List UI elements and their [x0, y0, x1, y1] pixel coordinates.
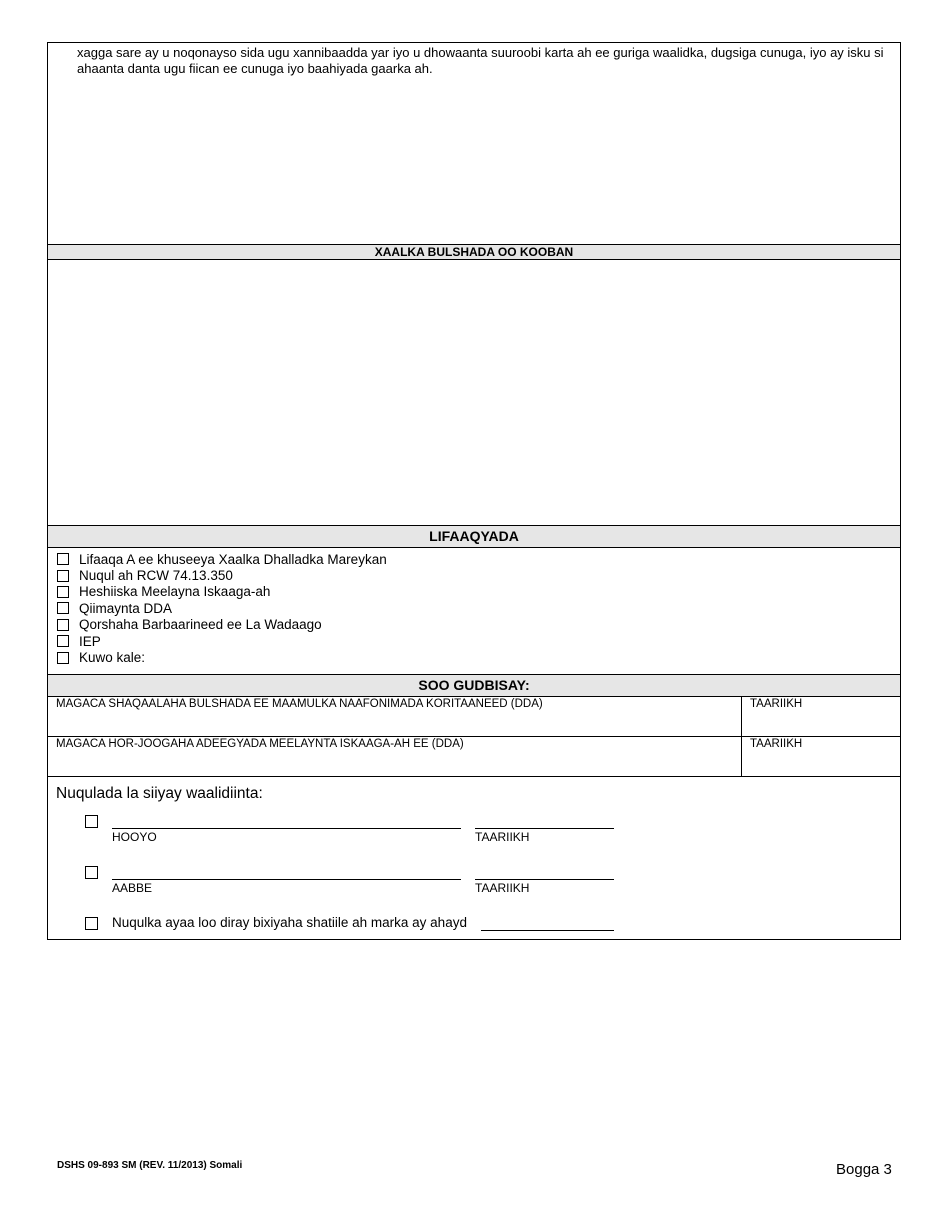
enclosure-checkbox[interactable]: [57, 652, 69, 664]
mother-date-label: TAARIIKH: [475, 830, 530, 844]
enclosure-checkbox[interactable]: [57, 602, 69, 614]
enclosure-item: [57, 584, 387, 600]
licensed-provider-checkbox[interactable]: [85, 917, 98, 930]
enclosure-label: Nuqul ah RCW 74.13.350: [79, 568, 233, 584]
enclosure-label: IEP: [79, 633, 101, 649]
enclosure-item: [57, 600, 387, 616]
enclosure-checkbox[interactable]: [57, 635, 69, 647]
form-id: DSHS 09-893 SM (REV. 11/2013) Somali: [57, 1160, 243, 1171]
licensed-provider-date-line[interactable]: [481, 930, 614, 931]
enclosure-label: Qiimaynta DDA: [79, 600, 173, 616]
dda-social-worker-row[interactable]: [48, 697, 900, 737]
enclosure-label: Qorshaha Barbaarineed ee La Wadaago: [79, 617, 322, 633]
father-signature-line[interactable]: [112, 879, 461, 880]
enclosure-checkbox[interactable]: [57, 586, 69, 598]
mother-label: HOOYO: [112, 830, 157, 844]
placement-form: [47, 42, 901, 940]
father-date-label: TAARIIKH: [475, 881, 530, 895]
enclosure-item: [57, 617, 387, 633]
dda-supervisor-label: MAGACA HOR-JOOGAHA ADEEGYADA MEELAYNTA ISKAAGA-AH EE (DDA): [56, 738, 464, 750]
community-summary-field[interactable]: [48, 260, 900, 525]
father-label: AABBE: [112, 881, 153, 895]
date-label: TAARIIKH: [750, 698, 803, 710]
enclosure-checkbox[interactable]: [57, 553, 69, 565]
enclosure-label: Heshiiska Meelayna Iskaaga-ah: [79, 584, 271, 600]
enclosure-item: [57, 551, 387, 567]
enclosure-item: [57, 633, 387, 649]
dda-supervisor-row[interactable]: [48, 737, 900, 777]
intro-paragraph: xagga sare ay u noqonayso sida ugu xannibaadda yar iyo u dhowaanta suuroobi karta ah ee guriga waalidka, dugsiga cunuga, iyo ay isku si ahaanta danta ugu fiican ee cunuga iyo baahiyada gaarka ah.: [77, 45, 884, 76]
dda-social-worker-label: MAGACA SHAQAALAHA BULSHADA EE MAAMULKA NAAFONIMADA KORITAANEED (DDA): [56, 698, 543, 710]
enclosure-label: Kuwo kale:: [79, 650, 146, 666]
page-number: Bogga 3: [836, 1161, 892, 1178]
enclosures-list: [57, 551, 387, 666]
submitted-by-header: SOO GUDBISAY:: [48, 674, 900, 697]
copies-to-parents-title: Nuqulada la siiyay waalidiinta:: [56, 785, 263, 802]
enclosure-label: Lifaaqa A ee khuseeya Xaalka Dhalladka Mareykan: [79, 551, 387, 567]
enclosure-item: [57, 567, 387, 583]
row-divider: [741, 697, 742, 736]
community-summary-header: XAALKA BULSHADA OO KOOBAN: [48, 244, 900, 260]
father-date-line[interactable]: [475, 879, 614, 880]
date-label: TAARIIKH: [750, 738, 803, 750]
enclosure-checkbox[interactable]: [57, 570, 69, 582]
mother-signature-line[interactable]: [112, 828, 461, 829]
mother-checkbox[interactable]: [85, 815, 98, 828]
enclosures-header: LIFAAQYADA: [48, 525, 900, 548]
enclosure-checkbox[interactable]: [57, 619, 69, 631]
mother-date-line[interactable]: [475, 828, 614, 829]
father-checkbox[interactable]: [85, 866, 98, 879]
row-divider: [741, 737, 742, 776]
licensed-provider-label: Nuqulka ayaa loo diray bixiyaha shatiile ah marka ay ahayd: [112, 915, 467, 930]
enclosure-item: [57, 649, 387, 665]
